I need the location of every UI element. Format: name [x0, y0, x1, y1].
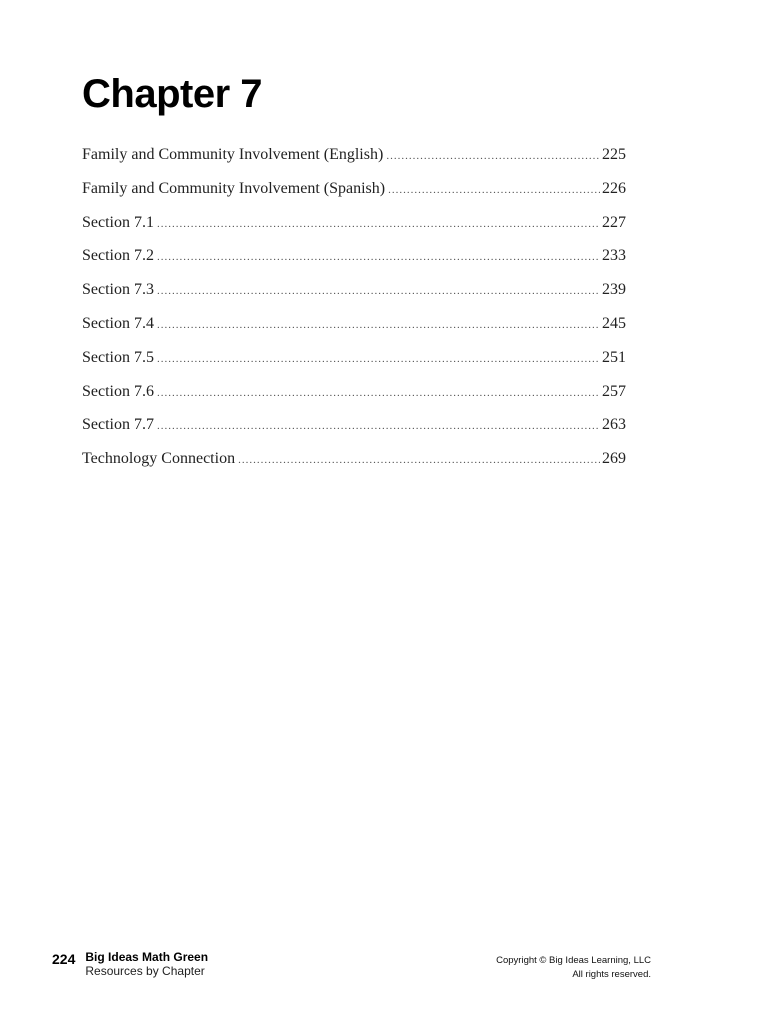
toc-entry-label: Technology Connection	[82, 450, 236, 468]
footer-copyright	[496, 954, 651, 982]
toc-dot-leader	[157, 387, 600, 399]
toc-entry	[82, 281, 626, 315]
toc-dot-leader	[386, 150, 600, 162]
toc-dot-leader	[157, 285, 600, 297]
table-of-contents	[82, 146, 626, 484]
toc-entry-label: Section 7.1	[82, 213, 154, 231]
toc-dot-leader	[157, 251, 600, 263]
toc-entry-page: 233	[602, 247, 626, 265]
toc-dot-leader	[157, 319, 600, 331]
toc-entry	[82, 416, 626, 450]
toc-entry	[82, 383, 626, 417]
toc-entry-page: 245	[602, 314, 626, 332]
book-title: Big Ideas Math Green	[85, 950, 209, 964]
toc-entry-page: 227	[602, 213, 626, 231]
toc-entry-page: 263	[602, 416, 626, 434]
book-subtitle: Resources by Chapter	[85, 964, 205, 978]
toc-entry	[82, 180, 626, 214]
toc-entry-page: 239	[602, 281, 626, 299]
page-number: 224	[52, 951, 76, 967]
toc-entry-label: Section 7.2	[82, 247, 154, 265]
toc-entry	[82, 146, 626, 180]
book-credit	[85, 950, 208, 978]
toc-entry	[82, 315, 626, 349]
toc-entry-label: Family and Community Involvement (English)	[82, 146, 384, 163]
toc-dot-leader	[157, 353, 600, 365]
toc-entry	[82, 349, 626, 383]
footer-book-info	[52, 950, 208, 978]
toc-entry-page: 226	[602, 179, 626, 197]
toc-entry	[82, 450, 626, 484]
rights-notice: All rights reserved.	[572, 969, 651, 980]
toc-entry-label: Section 7.6	[82, 382, 154, 400]
toc-entry-label: Section 7.5	[82, 348, 154, 366]
toc-entry	[82, 247, 626, 281]
toc-entry	[82, 214, 626, 248]
toc-entry-page: 269	[602, 450, 626, 468]
toc-entry-label: Family and Community Involvement (Spanish)	[82, 179, 386, 197]
toc-dot-leader	[388, 184, 600, 196]
toc-dot-leader	[157, 420, 600, 432]
toc-entry-page: 257	[602, 382, 626, 400]
toc-entry-label: Section 7.3	[82, 281, 154, 299]
toc-entry-page: 251	[602, 348, 626, 366]
toc-dot-leader	[157, 218, 600, 230]
page-title: Chapter 7	[82, 72, 262, 116]
copyright-notice: Copyright © Big Ideas Learning, LLC	[496, 955, 651, 966]
toc-dot-leader	[238, 454, 600, 466]
toc-entry-page: 225	[602, 146, 626, 163]
toc-entry-label: Section 7.4	[82, 314, 154, 332]
toc-entry-label: Section 7.7	[82, 416, 154, 434]
